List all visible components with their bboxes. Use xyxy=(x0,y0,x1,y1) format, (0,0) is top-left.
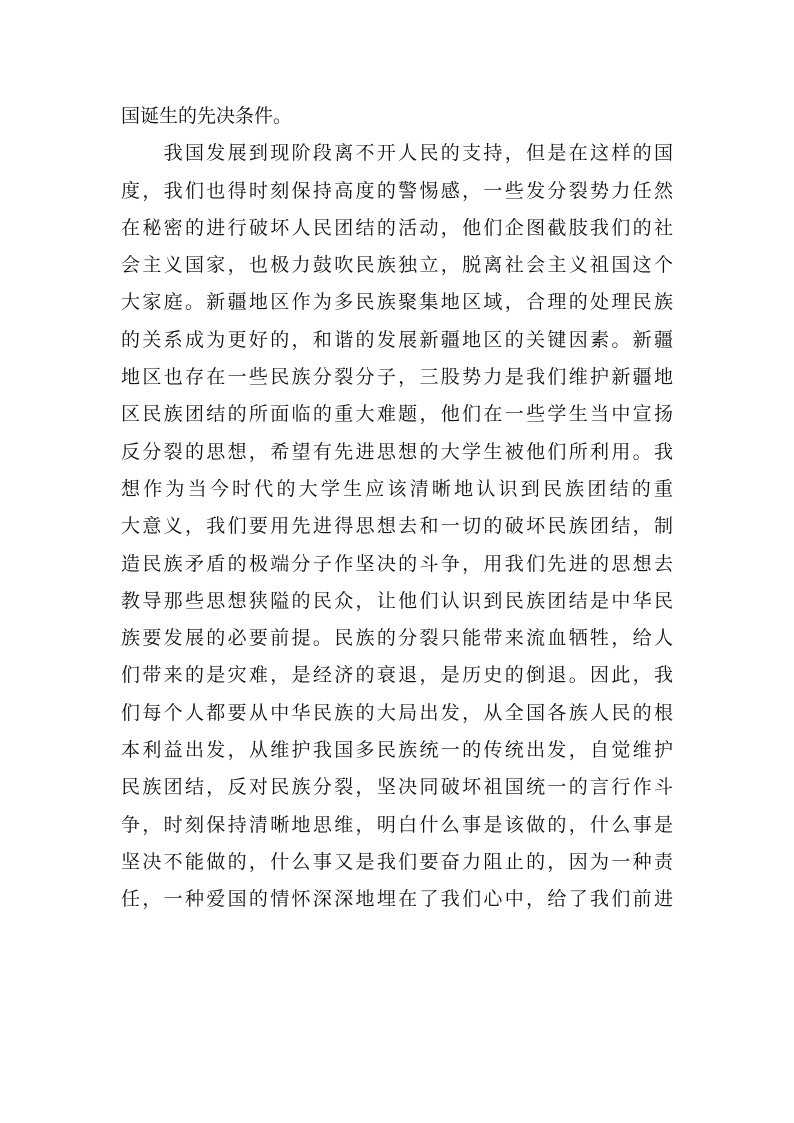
text-line: 坚决不能做的，什么事又是我们要奋力阻止的，因为一种责 xyxy=(121,850,673,873)
text-line: 争，时刻保持清晰地思维，明白什么事是该做的，什么事是 xyxy=(121,813,673,836)
text-line: 们每个人都要从中华民族的大局出发，从全国各族人民的根 xyxy=(121,701,673,724)
text-line: 会主义国家，也极力鼓吹民族独立，脱离社会主义祖国这个 xyxy=(121,254,673,277)
text-line: 地区也存在一些民族分裂分子，三股势力是我们维护新疆地 xyxy=(121,366,673,389)
text-line: 大意义，我们要用先进得思想去和一切的破坏民族团结，制 xyxy=(121,515,673,538)
text-line: 本利益出发，从维护我国多民族统一的传统出发，自觉维护 xyxy=(121,739,673,762)
text-line: 国诞生的先决条件。 xyxy=(121,105,293,127)
text-line: 度，我们也得时刻保持高度的警惕感，一些发分裂势力任然 xyxy=(121,179,673,202)
text-line: 想作为当今时代的大学生应该清晰地认识到民族团结的重 xyxy=(121,477,673,500)
text-line: 反分裂的思想，希望有先进思想的大学生被他们所利用。我 xyxy=(121,440,673,463)
text-line: 族要发展的必要前提。民族的分裂只能带来流血牺牲，给人 xyxy=(121,627,673,650)
text-line: 大家庭。新疆地区作为多民族聚集地区域，合理的处理民族 xyxy=(121,291,673,314)
text-line: 教导那些思想狭隘的民众，让他们认识到民族团结是中华民 xyxy=(121,589,673,612)
text-line: 我国发展到现阶段离不开人民的支持，但是在这样的国 xyxy=(121,142,673,165)
text-line: 们带来的是灾难，是经济的衰退，是历史的倒退。因此，我 xyxy=(121,664,673,687)
text-line: 任，一种爱国的情怀深深地埋在了我们心中，给了我们前进 xyxy=(121,888,673,911)
text-line: 的关系成为更好的，和谐的发展新疆地区的关键因素。新疆 xyxy=(121,328,673,351)
text-line: 造民族矛盾的极端分子作坚决的斗争，用我们先进的思想去 xyxy=(121,552,673,575)
text-line: 民族团结，反对民族分裂，坚决同破坏祖国统一的言行作斗 xyxy=(121,776,673,799)
text-line: 在秘密的进行破坏人民团结的活动，他们企图截肢我们的社 xyxy=(121,216,673,239)
body-paragraph xyxy=(121,98,673,919)
text-line: 区民族团结的所面临的重大难题，他们在一些学生当中宣扬 xyxy=(121,403,673,426)
